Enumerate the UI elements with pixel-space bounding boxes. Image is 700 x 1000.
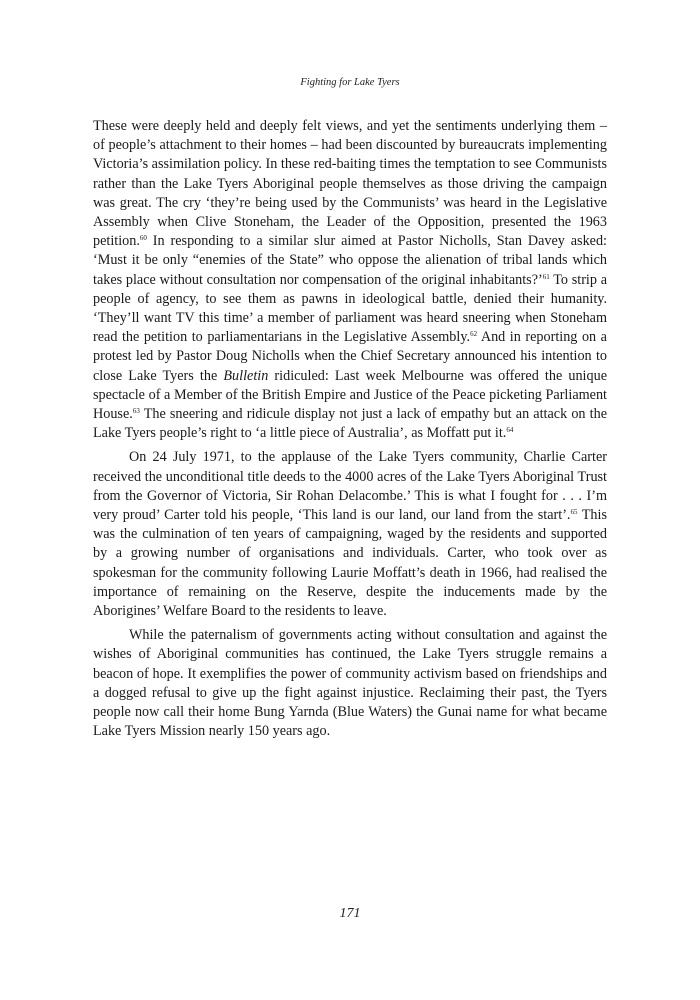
paragraph-3: While the paternalism of governments acting without consultation and against the wishes of Aboriginal communities has continued, the Lake Tyers struggle remains a beacon of hope. It exemplifies the power of community activism based on friendships and a dogged refusal to give up the fight against injustice. Reclaiming their past, the Tyers people now call their home Bung Yarnda (Blue Waters) the Gunai name for what became Lake Tyers Mission nearly 150 years ago. [93, 627, 607, 740]
running-title: Fighting for Lake Tyers [300, 77, 400, 88]
publication-title: Bulletin [223, 367, 269, 384]
body-text [93, 117, 607, 742]
paragraph-2: On 24 July 1971, to the applause of the Lake Tyers community, Charlie Carter received the unconditional title deeds to the 4000 acres of the Lake Tyers Aboriginal Trust from the Governor of Victoria, Sir Rohan Delacombe.’ This is what I fought for . . . I’m very proud’ Carter told his people, ‘This land is our land, our land from the start’.$^{65}$ This was the culmination of ten years of campaigning, waged by the residents and supported by a growing number of organisations and individuals. Carter, who took over as spokesman for the community following Laurie Moffatt’s death in 1966, had realised the importance of remaining on the Reserve, despite the inducements made by the Aborigines’ Welfare Board to the residents to leave. [93, 449, 607, 620]
footnote-ref-63[interactable]: 63 [132, 407, 140, 416]
footnote-ref-62[interactable]: 62 [470, 330, 478, 339]
footnote-ref-60[interactable]: 60 [139, 234, 147, 243]
footnote-ref-64[interactable]: 64 [506, 426, 514, 435]
page-number: 171 [339, 906, 361, 921]
footnote-ref-61[interactable]: 61 [542, 272, 550, 281]
paragraph-1: These were deeply held and deeply felt views, and yet the sentiments underlying them – of people’s attachment to their homes – had been discounted by bureaucrats implementing Victoria’s assimilation policy. In these red-baiting times the temptation to see Communists rather than the Lake Tyers Aboriginal people themselves as those driving the campaign was great. The cry ‘they’re being used by the Communists’ was heard in the Legislative Assembly when Clive Stoneham, the Leader of the Opposition, presented the 1963 petition.$^{60}$ In responding to a similar slur aimed at Pastor Nicholls, Stan Davey asked: ‘Must it be only “enemies of the State” who oppose the alienation of tribal lands which takes place without consultation nor compensation of the original inhabitants?’$^{61}$ To strip a people of agency, to see them as pawns in ideological battle, denied their humanity. ‘They’ll want TV this time’ a member of parliament was heard sneering when Stoneham read the petition to parliamentarians in the Legislative Assembly.$^{62}$ And in reporting on a protest led by Pastor Doug Nicholls when the Chief Secretary announced his intention to close Lake Tyers the Bulletin ridiculed: Last week Melbourne was offered the unique spectacle of a Member of the British Empire and Justice of the Peace picketing Parliament House.$^{63}$ The sneering and ridicule display not just a lack of empathy but an attack on the Lake Tyers people’s right to ‘a little piece of Australia’, as Moffatt put it.$^{64}$ [93, 118, 607, 442]
footnote-ref-65[interactable]: 65 [570, 508, 578, 517]
